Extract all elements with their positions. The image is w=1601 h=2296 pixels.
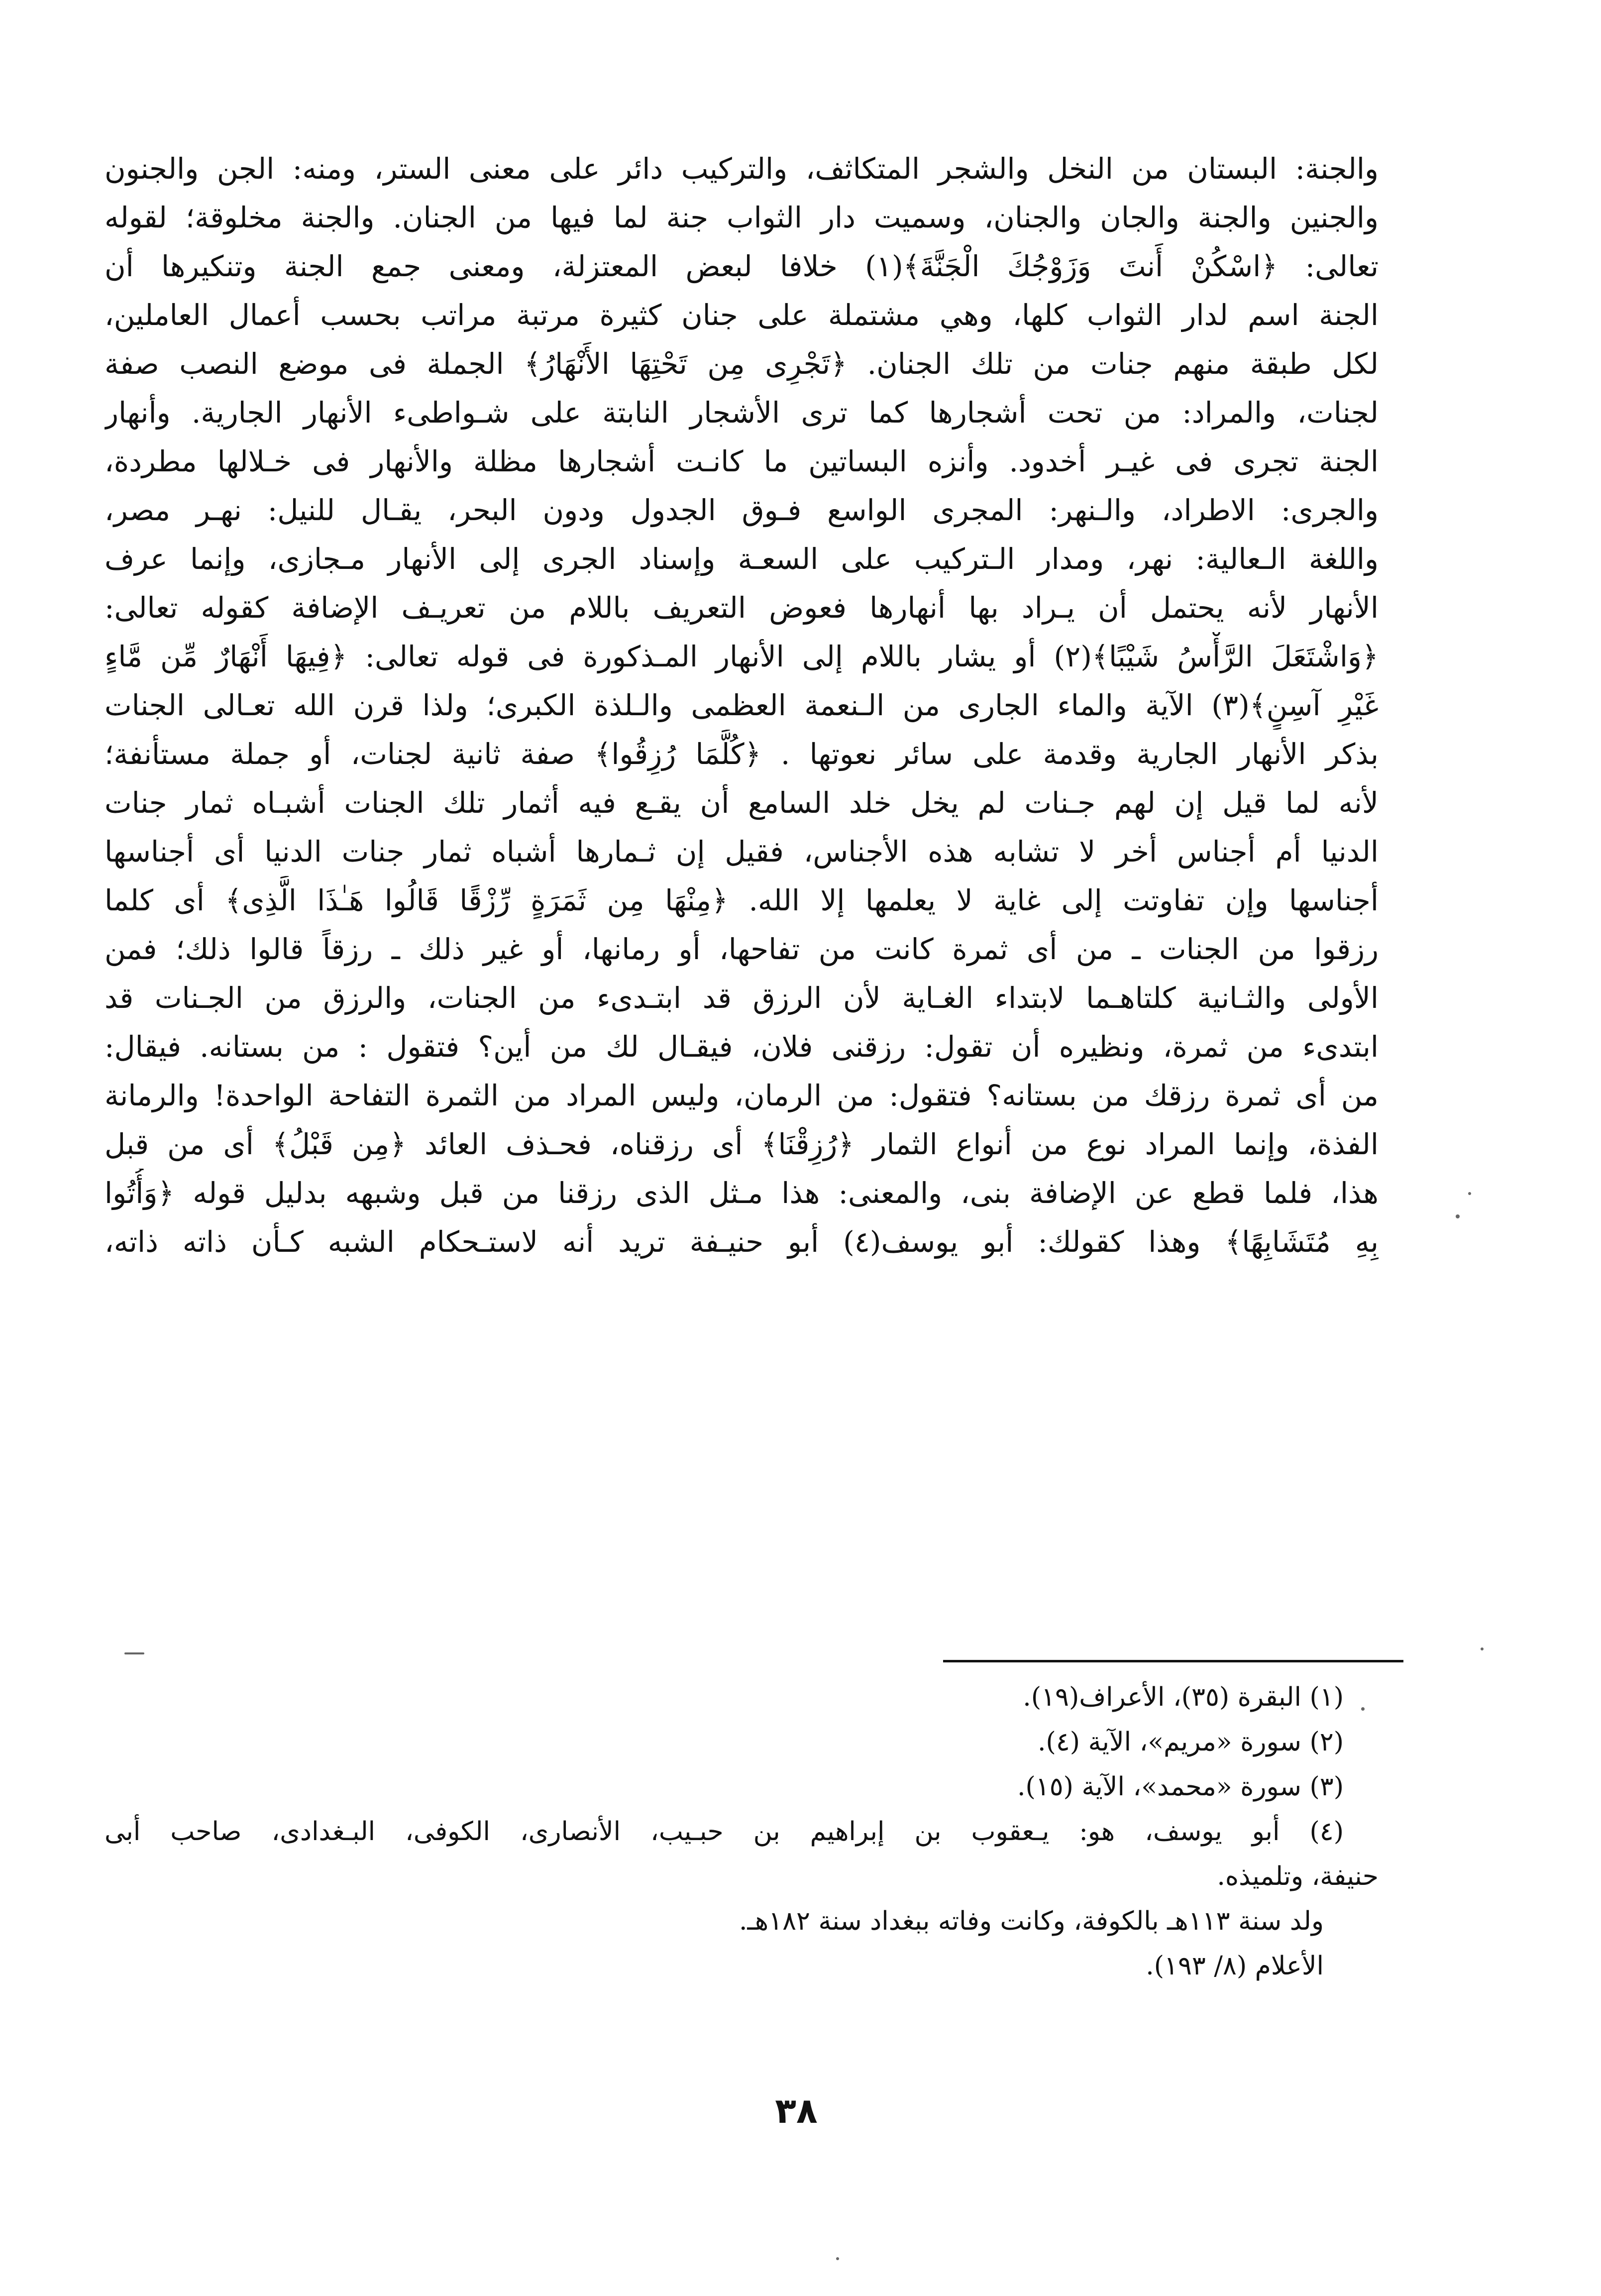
- text-line: الأنهار لأنه يحتمل أن يـراد بها أنهارها فعوض التعريف باللام من تعريـف الإضافة كقوله تعالى:: [105, 591, 1379, 625]
- footnotes: [105, 1675, 1379, 1988]
- footnote-separator: [943, 1660, 1403, 1662]
- page-number: ٣٨: [775, 2090, 818, 2131]
- text-line: تعالى: ﴿اسْكُنْ أَنتَ وَزَوْجُكَ الْجَنَّةَ﴾(١) خلافا لبعض المعتزلة، ومعنى جمع الجنة وتنكيرها أن: [105, 249, 1379, 283]
- text-line: هذا، فلما قطع عن الإضافة بنى، والمعنى: هذا مـثل الذى رزقنا من قبل وشبهه بدليل قوله ﴿وَأُتُوا: [105, 1176, 1379, 1210]
- text-line: بِهِ مُتَشَابِهًا﴾ وهذا كقولك: أبو يوسف(٤) أبو حنيـفة تريد أنه لاستـحكام الشبه كـأن ذاته ذاته،: [105, 1225, 1379, 1259]
- scan-speck: [1468, 1192, 1471, 1195]
- scan-speck: [1481, 1647, 1484, 1650]
- text-line: ﴿وَاشْتَعَلَ الرَّأْسُ شَيْبًا﴾(٢) أو يشار باللام إلى الأنهار المـذكورة فى قوله تعالى: ﴿فِيهَا أَنْهَارٌ مِّن مَّاءٍ: [105, 640, 1379, 673]
- footnote-item: (١) البقرة (٣٥)، الأعراف(١٩).: [1023, 1682, 1344, 1712]
- text-line: رزقوا من الجنات ـ من أى ثمرة كانت من تفاحها، أو رمانها، أو غير ذلك ـ رزقاً قالوا ذلك؛ فمن: [105, 932, 1379, 966]
- footnote-item: (٤) أبو يوسف، هو: يـعقوب بن إبراهيم بن حبـيب، الأنصارى، الكوفى، البـغدادى، صاحب أبى: [105, 1817, 1344, 1847]
- text-line: الأولى والثـانية كلتاهـما لابتداء الغـاية لأن الرزق قد ابتـدىء من الجنات، والرزق من الجـنات قد: [105, 981, 1379, 1015]
- footnote-continuation: الأعلام (٨/ ١٩٣).: [1146, 1951, 1324, 1981]
- text-line: والجرى: الاطراد، والـنهر: المجرى الواسع فـوق الجدول ودون البحر، يقـال للنيل: نهـر مصر،: [105, 493, 1379, 527]
- text-line: غَيْرِ آسِنٍ﴾(٣) الآية والماء الجارى من الـنعمة العظمى والـلذة الكبرى؛ ولذا قرن الله تعـالى الجنات: [105, 688, 1379, 722]
- text-line: الفذة، وإنما المراد نوع من أنواع الثمار ﴿رُزِقْنَا﴾ أى رزقناه، فحـذف العائد ﴿مِن قَبْلُ﴾ أى من قبل: [105, 1127, 1379, 1161]
- footnote-continuation: حنيفة، وتلميذه.: [1217, 1861, 1379, 1891]
- text-line: لأنه لما قيل إن لهم جـنات لم يخل خلد السامع أن يقـع فيه أثمار تلك الجنات أشبـاه ثمار جنات: [105, 786, 1379, 820]
- text-line: والجنة: البستان من النخل والشجر المتكاثف، والتركيب دائر على معنى الستر، ومنه: الجن والجنون: [105, 152, 1379, 186]
- text-line: والجنين والجنة والجان والجنان، وسميت دار الثواب جنة لما فيها من الجنان. والجنة مخلوقة؛ لقوله: [105, 201, 1379, 234]
- scan-speck: [1361, 1707, 1365, 1711]
- text-line: لجنات، والمراد: من تحت أشجارها كما ترى الأشجار النابتة على شـواطىء الأنهار الجارية. وأنهار: [105, 396, 1379, 430]
- text-line: الجنة اسم لدار الثواب كلها، وهي مشتملة على جنان كثيرة مرتبة مراتب بحسب أعمال العاملين،: [105, 298, 1379, 332]
- text-line: واللغة الـعالية: نهر، ومدار الـتركيب على السعـة وإسناد الجرى إلى الأنهار مـجازى، وإنما عرف: [105, 542, 1379, 576]
- text-line: الجنة تجرى فى غيـر أخدود. وأنزه البساتين ما كانـت أشجارها مظلة والأنهار فى خـلالها مطردة،: [105, 444, 1379, 478]
- footnote-item: (٣) سورة «محمد»، الآية (١٥).: [1017, 1772, 1344, 1802]
- scan-speck: [124, 1652, 144, 1654]
- text-line: بذكر الأنهار الجارية وقدمة على سائر نعوتها . ﴿كُلَّمَا رُزِقُوا﴾ صفة ثانية لجنات، أو جملة مستأنفة؛: [105, 737, 1379, 771]
- scan-speck: [1456, 1214, 1460, 1218]
- text-line: الدنيا أم أجناس أخر لا تشابه هذه الأجناس، فقيل إن ثـمارها أشباه ثمار جنات الدنيا أى أجناسها: [105, 835, 1379, 869]
- footnote-continuation: ولد سنة ١١٣هـ بالكوفة، وكانت وفاته ببغداد سنة ١٨٢هـ.: [739, 1906, 1324, 1936]
- text-line: لكل طبقة منهم جنات من تلك الجنان. ﴿تَجْرِى مِن تَحْتِهَا الأَنْهَارُ﴾ الجملة فى موضع النصب صفة: [105, 347, 1379, 381]
- text-line: من أى ثمرة رزقك من بستانه؟ فتقول: من الرمان، وليس المراد من الثمرة التفاحة الواحدة! والرمانة: [105, 1079, 1379, 1112]
- footnote-item: (٢) سورة «مريم»، الآية (٤).: [1038, 1727, 1344, 1757]
- scan-speck: [836, 2257, 839, 2260]
- text-line: ابتدىء من ثمرة، ونظيره أن تقول: رزقنى فلان، فيقـال لك من أين؟ فتقول : من بستانه. فيقال:: [105, 1030, 1379, 1064]
- text-line: أجناسها وإن تفاوتت إلى غاية لا يعلمها إلا الله. ﴿مِنْهَا مِن ثَمَرَةٍ رِّزْقًا قَالُوا هَـٰذَا الَّذِى﴾ أى كلما: [105, 883, 1379, 917]
- main-text: [105, 144, 1379, 1266]
